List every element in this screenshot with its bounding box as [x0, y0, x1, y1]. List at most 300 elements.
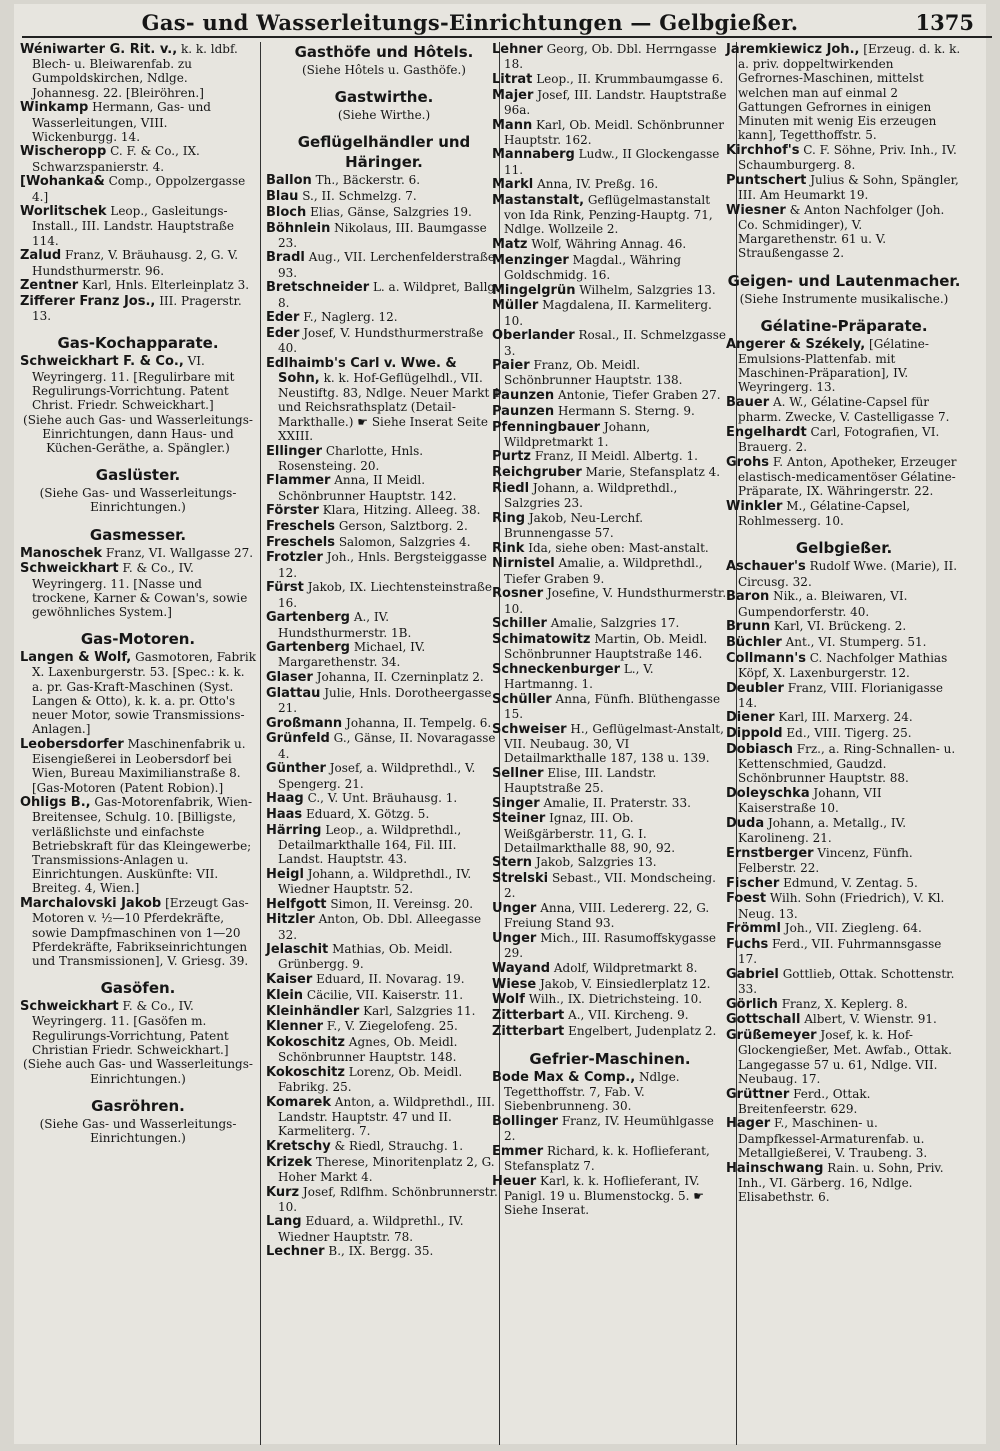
entry-name: Edlhaimb's Carl v. Wwe. & Sohn,	[266, 355, 457, 387]
directory-entry	[266, 761, 502, 790]
entry-name: Zitterbart	[492, 1008, 565, 1023]
directory-entry	[492, 796, 728, 811]
directory-entry	[726, 816, 962, 845]
section-heading: Gélatine-Präparate.	[760, 316, 928, 335]
directory-entry	[492, 1114, 728, 1143]
directory-entry	[492, 766, 728, 795]
entry-name: Hager	[726, 1116, 771, 1132]
directory-entry	[726, 559, 962, 588]
entry-details: A., VII. Kircheng. 9.	[568, 1008, 689, 1022]
column-4	[726, 42, 962, 1205]
entry-details: S., II. Schmelzg. 7.	[302, 189, 417, 204]
directory-entry	[266, 1155, 502, 1184]
entry-details: Rudolf Wwe. (Marie), II. Circusg. 32.	[738, 559, 958, 589]
entry-details: Josef, Rdlfhm. Schönbrunnerstr. 10.	[278, 1184, 498, 1214]
entry-name: Komarek	[266, 1094, 331, 1110]
entry-details: Anton, Ob. Dbl. Alleegasse 32.	[278, 912, 482, 942]
entry-details: Johann, Wildpretmarkt 1.	[504, 419, 651, 449]
entry-name: Pfenningbauer	[492, 419, 601, 435]
entry-name: Großmann	[266, 715, 343, 731]
directory-entry	[492, 632, 728, 661]
entry-details: Frz., a. Ring-Schnallen- u. Kettenschmied, Gaudzd. Schönbrunner Hauptstr. 88.	[738, 741, 956, 786]
entry-details: Simon, II. Vereinsg. 20.	[330, 896, 474, 911]
entry-details: VI. Weyringerg. 11. [Regulirbare mit Regulirungs-Vorrichtung. Patent Christ. Friedr. Schweickhart.]	[32, 354, 235, 412]
directory-entry	[492, 871, 728, 900]
directory-entry	[266, 503, 502, 518]
entry-name: Manoschek	[20, 545, 103, 561]
entry-name: Schweickhart	[20, 999, 119, 1015]
directory-entry	[492, 420, 728, 449]
directory-entry	[266, 912, 502, 941]
directory-entry	[492, 541, 728, 556]
entry-details: Julie, Hnls. Dorotheergasse 21.	[278, 685, 492, 716]
entry-name: Heuer	[492, 1173, 537, 1189]
entry-details: F., Naglerg. 12.	[303, 310, 398, 325]
entry-name: Grohs	[726, 454, 770, 470]
entry-details: Johann, a. Wildprethdl., Salzgries 23.	[504, 480, 678, 511]
page-number: 1375	[915, 10, 974, 35]
directory-entry	[266, 867, 502, 896]
entry-details: Hermann S. Sterng. 9.	[557, 403, 695, 418]
entry-name: Fuchs	[726, 936, 769, 952]
directory-entry	[20, 561, 256, 619]
entry-name: Bode Max & Comp.,	[492, 1069, 636, 1085]
entry-name: Mannaberg	[492, 147, 575, 163]
entry-name: Kleinhändler	[266, 1003, 360, 1019]
entry-name: Baron	[726, 589, 770, 605]
directory-entry	[726, 1028, 962, 1086]
directory-entry	[726, 651, 962, 680]
entry-details: Klara, Hitzing. Alleeg. 38.	[322, 503, 481, 518]
entry-name: Paunzen	[492, 388, 555, 404]
directory-entry	[726, 143, 962, 172]
entry-details: Leop., Gasleitungs-Install., III. Landstr. Hauptstraße 114.	[32, 204, 234, 248]
entry-name: Rink	[492, 540, 525, 556]
directory-entry	[20, 42, 256, 100]
entry-details: & Riedl, Strauchg. 1.	[334, 1138, 464, 1153]
directory-entry	[266, 1214, 502, 1243]
entry-details: Karl, k. k. Hoflieferant, IV. Panigl. 19 u. Blumenstockg. 5. ☛ Siehe Inserat.	[504, 1173, 704, 1218]
directory-entry	[266, 1095, 502, 1139]
cross-reference-note: (Siehe Instrumente musikalische.)	[739, 291, 949, 306]
entry-details: Richard, k. k. Hoflieferant, Stefansplatz 7.	[504, 1143, 710, 1174]
directory-entry	[20, 294, 256, 323]
entry-name: Grüttner	[726, 1086, 790, 1102]
entry-details: Ludw., II Glockengasse 11.	[504, 147, 720, 177]
entry-details: Geflügelmastanstalt von Ida Rink, Penzing-Hauptg. 71, Ndlge. Wollzeile 2.	[504, 193, 713, 237]
cross-reference-note: (Siehe Wirthe.)	[337, 108, 431, 123]
directory-entry	[492, 1070, 728, 1114]
section-heading: Gaslüster.	[95, 466, 181, 485]
entry-details: F. Anton, Apotheker, Erzeuger elastisch-medicamentöser Gélatine-Präparate, IX. Währingerstr. 22.	[738, 454, 957, 499]
entry-details: Rain. u. Sohn, Priv. Inh., VI. Gärberg. 16, Ndlge. Elisabethstr. 6.	[738, 1160, 944, 1204]
directory-entry	[492, 237, 728, 252]
entry-name: Görlich	[726, 996, 778, 1012]
directory-entry	[492, 147, 728, 176]
entry-name: Kirchhof's	[726, 142, 800, 158]
directory-entry	[266, 716, 502, 731]
entry-details: Jakob, IX. Liechtensteinstraße 16.	[278, 580, 493, 610]
directory-entry	[726, 203, 962, 261]
entry-name: Reichgruber	[492, 465, 582, 481]
entry-details: Joh., Hnls. Bergsteiggasse 12.	[278, 550, 487, 580]
directory-entry	[726, 937, 962, 966]
entry-name: Frömml	[726, 921, 781, 937]
entry-name: Gottschall	[726, 1012, 801, 1028]
directory-entry	[726, 173, 962, 202]
directory-entry	[492, 556, 728, 585]
entry-details: Amalie, a. Wildprethdl., Tiefer Graben 9.	[504, 556, 703, 586]
section-heading: Gelbgießer.	[795, 539, 893, 558]
entry-name: Wéniwarter G. Rit. v.,	[20, 42, 178, 57]
entry-details: Karl, III. Marxerg. 24.	[778, 710, 913, 725]
entry-details: Hermann, Gas- und Wasserleitungen, VIII. Wickenburgg. 14.	[32, 100, 211, 144]
directory-entry	[492, 1024, 728, 1039]
entry-details: A. W., Gélatine-Capsel für pharm. Zwecke, V. Castelligasse 7.	[738, 395, 950, 425]
entry-name: Schneckenburger	[492, 661, 620, 677]
directory-entry	[726, 786, 962, 815]
directory-entry	[726, 499, 962, 528]
entry-name: Lang	[266, 1214, 302, 1230]
cross-reference-note: (Siehe auch Gas- und Wasserleitungs-Einrichtungen, dann Haus- und Küchen-Geräthe, a. Spängler.)	[23, 412, 253, 456]
entry-name: Flammer	[266, 473, 331, 489]
section-heading: Gasmesser.	[89, 525, 187, 544]
directory-entry	[726, 846, 962, 875]
entry-details: III. Pragerstr. 13.	[32, 293, 242, 324]
directory-entry	[266, 173, 502, 188]
cross-reference-note: (Siehe Gas- und Wasserleitungs-Einrichtungen.)	[39, 1116, 237, 1146]
entry-name: Winkler	[726, 498, 783, 514]
entry-details: Karl, Salzgries 11.	[363, 1003, 476, 1018]
entry-name: Matz	[492, 237, 528, 253]
entry-name: Engelhardt	[726, 424, 807, 440]
entry-details: Wilhelm, Salzgries 13.	[579, 282, 716, 297]
entry-details: Leop., a. Wildprethdl., Detailmarkthalle 164, Fil. III. Landst. Hauptstr. 43.	[278, 822, 462, 867]
section-heading: Gefrier-Maschinen.	[529, 1049, 691, 1068]
entry-details: Julius & Sohn, Spängler, III. Am Heumarkt 19.	[738, 172, 959, 203]
directory-entry	[266, 640, 502, 669]
entry-name: Krizek	[266, 1154, 312, 1170]
entry-details: Charlotte, Hnls. Rosensteing. 20.	[278, 443, 424, 473]
entry-details: Karl, Hnls. Elterleinplatz 3.	[82, 278, 250, 293]
entry-name: [Wohanka&	[20, 174, 105, 190]
entry-details: Franz, VIII. Florianigasse 14.	[738, 680, 944, 710]
section-heading: Geflügelhändler und Häringer.	[297, 133, 471, 172]
directory-entry	[726, 337, 962, 395]
directory-entry	[492, 253, 728, 282]
directory-entry	[20, 204, 256, 248]
entry-details: Antonie, Tiefer Graben 27.	[557, 388, 721, 403]
entry-details: Josef, k. k. Hof-Glockengießer, Met. Awfab., Ottak. Langegasse 57 u. 61, Ndlge. VII. Neubaug. 17.	[738, 1028, 952, 1086]
directory-entry	[726, 455, 962, 499]
entry-name: Gartenberg	[266, 640, 350, 656]
directory-entry	[492, 586, 728, 615]
cross-reference-note: (Siehe Hôtels u. Gasthöfe.)	[302, 63, 466, 77]
directory-entry	[492, 449, 728, 464]
directory-entry	[492, 118, 728, 147]
entry-name: Haag	[266, 791, 304, 807]
entry-name: Stern	[492, 855, 533, 871]
entry-details: Cäcilie, VII. Kaiserstr. 11.	[306, 987, 464, 1002]
entry-name: Freschels	[266, 519, 335, 535]
entry-details: Franz, V. Bräuhausg. 2, G. V. Hundsthurmerstr. 96.	[32, 248, 239, 278]
entry-details: Franz, Ob. Meidl. Schönbrunner Hauptstr. 138.	[504, 358, 683, 388]
entry-details: G., Gänse, II. Novaragasse 4.	[278, 731, 496, 761]
directory-entry	[492, 662, 728, 691]
directory-entry	[266, 189, 502, 204]
entry-name: Jaremkiewicz Joh.,	[726, 42, 860, 57]
directory-entry	[266, 310, 502, 325]
directory-entry	[266, 444, 502, 473]
entry-name: Leobersdorfer	[20, 736, 124, 752]
directory-entry	[492, 1174, 728, 1218]
entry-name: Diener	[726, 710, 775, 726]
directory-entry	[20, 174, 256, 203]
entry-details: A., IV. Hundsthurmerstr. 1B.	[278, 610, 412, 640]
entry-name: Zitterbart	[492, 1023, 565, 1039]
entry-name: Klein	[266, 987, 304, 1003]
entry-details: F., Maschinen- u. Dampfkessel-Armaturenfab. u. Metallgießerei, V. Traubeng. 3.	[738, 1116, 928, 1160]
entry-name: Menzinger	[492, 252, 569, 268]
entry-details: Nikolaus, III. Baumgasse 23.	[278, 220, 487, 250]
entry-name: Litrat	[492, 71, 533, 87]
entry-name: Angerer & Székely,	[726, 336, 866, 352]
entry-name: Ernstberger	[726, 845, 814, 861]
entry-name: Bradl	[266, 250, 305, 266]
directory-entry	[266, 519, 502, 534]
directory-entry	[492, 855, 728, 870]
entry-details: Elias, Gänse, Salzgries 19.	[310, 204, 472, 219]
directory-entry	[266, 807, 502, 822]
directory-entry	[726, 876, 962, 891]
entry-details: C. F. & Co., IX. Schwarzspanierstr. 4.	[32, 144, 200, 174]
entry-details: Therese, Minoritenplatz 2, G. Hoher Markt 4.	[278, 1154, 495, 1184]
directory-entry	[20, 737, 256, 795]
entry-name: Ohligs B.,	[20, 795, 91, 811]
directory-entry	[266, 221, 502, 250]
entry-name: Heigl	[266, 866, 304, 882]
directory-entry	[20, 354, 256, 412]
directory-entry	[726, 1012, 962, 1027]
entry-name: Härring	[266, 822, 322, 838]
entry-details: Ignaz, III. Ob. Weißgärberstr. 11, G. I. Detailmarkthalle 88, 90, 92.	[504, 811, 676, 855]
directory-entry	[266, 610, 502, 639]
entry-details: Ed., VIII. Tigerg. 25.	[786, 726, 912, 741]
directory-entry	[726, 710, 962, 725]
entry-name: Paunzen	[492, 403, 555, 419]
entry-name: Fürst	[266, 580, 304, 596]
entry-name: Mingelgrün	[492, 282, 576, 298]
entry-details: Anna, VIII. Ledererg. 22, G. Freiung Stand 93.	[504, 901, 710, 931]
entry-details: Karl, VI. Brückeng. 2.	[773, 619, 907, 634]
entry-name: Grünfeld	[266, 731, 330, 747]
entry-name: Foest	[726, 891, 767, 907]
directory-entry	[266, 731, 502, 760]
entry-name: Singer	[492, 795, 540, 811]
directory-entry	[266, 1185, 502, 1214]
entry-name: Dippold	[726, 726, 783, 742]
entry-name: Kokoschitz	[266, 1064, 345, 1080]
directory-entry	[726, 681, 962, 710]
entry-details: Marie, Stefansplatz 4.	[585, 465, 721, 480]
entry-details: Josef, V. Hundsthurmerstraße 40.	[278, 325, 484, 356]
entry-details: Rosal., II. Schmelzgasse 3.	[504, 328, 726, 358]
directory-entry	[726, 921, 962, 936]
entry-name: Bretschneider	[266, 280, 370, 296]
entry-name: Aschauer's	[726, 559, 806, 575]
entry-details: L., V. Hartmanng. 1.	[504, 661, 654, 692]
entry-details: Gasmotoren, Fabrik X. Laxenburgerstr. 53. [Spec.: k. k. a. pr. Gas-Kraft-Maschinen (Syst. Langen & Otto), k. k. a. pr. Otto's neuer Motor, sowie Transmissions-Anlagen.]	[32, 650, 256, 737]
entry-details: F., V. Ziegelofeng. 25.	[326, 1019, 458, 1034]
entry-name: Bollinger	[492, 1114, 558, 1130]
directory-entry	[492, 298, 728, 327]
directory-entry	[726, 726, 962, 741]
entry-details: Johann, VII Kaiserstraße 10.	[738, 785, 882, 816]
entry-details: Wolf, Währing Annag. 46.	[531, 237, 687, 252]
directory-entry	[492, 1144, 728, 1173]
directory-entry	[266, 535, 502, 550]
directory-entry	[492, 193, 728, 237]
entry-name: Mann	[492, 117, 533, 133]
entry-details: Franz, IV. Heumühlgasse 2.	[504, 1114, 714, 1144]
entry-details: Eduard, a. Wildprethl., IV. Wiedner Hauptstr. 78.	[278, 1214, 464, 1244]
entry-details: F. & Co., IV. Weyringerg. 11. [Nasse und trockene, Karner & Cowan's, sowie gewöhnliches System.]	[32, 561, 248, 619]
entry-details: Jakob, Neu-Lerchf. Brunnengasse 57.	[504, 510, 644, 540]
directory-entry	[492, 931, 728, 960]
entry-details: Ndlge. Tegetthoffstr. 7, Fab. V. Siebenbrunneng. 30.	[504, 1069, 680, 1114]
entry-details: Franz, X. Keplerg. 8.	[781, 996, 908, 1011]
entry-name: Kaiser	[266, 972, 313, 988]
entry-name: Marchalovski Jakob	[20, 896, 162, 912]
entry-name: Zentner	[20, 278, 79, 294]
entry-name: Eder	[266, 310, 300, 326]
directory-entry	[266, 988, 502, 1003]
entry-name: Unger	[492, 901, 537, 917]
entry-name: Duda	[726, 815, 765, 831]
entry-name: Emmer	[492, 1143, 544, 1159]
directory-entry	[266, 1004, 502, 1019]
directory-entry	[492, 177, 728, 192]
entry-name: Büchler	[726, 634, 782, 650]
entry-details: Sebast., VII. Mondscheing. 2.	[504, 871, 716, 901]
entry-details: Ida, siehe oben: Mast-anstalt.	[528, 540, 709, 555]
entry-details: Maschinenfabrik u. Eisengießerei in Leobersdorf bei Wien, Bureau Maximilianstraße 8. [Gas-Motoren (Patent Robion).]	[32, 736, 246, 795]
entry-details: C. F. Söhne, Priv. Inh., IV. Schaumburgerg. 8.	[738, 142, 957, 173]
section-heading: Gas-Motoren.	[80, 630, 196, 649]
directory-entry	[266, 1139, 502, 1154]
entry-name: Schiller	[492, 616, 547, 632]
entry-name: Bauer	[726, 395, 770, 411]
entry-details: Gas-Motorenfabrik, Wien-Breitensee, Schulg. 10. [Billigste, verläßlichste und einfachste Betriebskraft für das Kleingewerbe; Transmissions-Anlagen u. Einrichtungen. Auskünfte: VII. Breiteg. 4, Wien.]	[32, 795, 253, 896]
entry-details: Agnes, Ob. Meidl. Schönbrunner Hauptstr. 148.	[278, 1034, 458, 1065]
entry-name: Schüller	[492, 691, 552, 707]
entry-details: Magdalena, II. Karmeliterg. 10.	[504, 298, 712, 328]
entry-name: Fischer	[726, 875, 780, 891]
entry-details: Josefine, V. Hundsthurmerstr. 10.	[504, 586, 727, 616]
entry-name: Unger	[492, 930, 537, 946]
entry-name: Schimatowitz	[492, 631, 591, 647]
column-divider	[260, 42, 261, 1445]
directory-entry	[726, 619, 962, 634]
directory-entry	[492, 465, 728, 480]
directory-entry	[266, 897, 502, 912]
entry-name: Haas	[266, 806, 303, 822]
entry-details: Franz, II Meidl. Albertg. 1.	[534, 449, 698, 464]
entry-details: Wilh. Sohn (Friedrich), V. Kl. Neug. 13.	[738, 891, 945, 921]
directory-entry	[492, 42, 728, 71]
directory-entry	[726, 742, 962, 786]
entry-details: Wilh., IX. Dietrichsteing. 10.	[528, 992, 703, 1007]
entry-name: Kretschy	[266, 1138, 331, 1154]
directory-entry	[492, 616, 728, 631]
entry-name: Grüßemeyer	[726, 1028, 817, 1044]
entry-details: Gerson, Salztborg. 2.	[338, 519, 468, 534]
header-rule	[22, 36, 992, 38]
entry-name: Dobiasch	[726, 741, 793, 757]
section-heading: Gastwirthe.	[334, 88, 434, 107]
directory-entry	[266, 280, 502, 309]
directory-entry	[266, 1035, 502, 1064]
entry-name: Majer	[492, 87, 534, 103]
directory-entry	[20, 795, 256, 895]
directory-entry	[492, 901, 728, 930]
directory-entry	[726, 589, 962, 618]
entry-details: Th., Bäckerstr. 6.	[315, 173, 421, 188]
directory-entry	[726, 1116, 962, 1160]
directory-entry	[726, 1087, 962, 1116]
directory-entry	[20, 278, 256, 293]
entry-name: Markl	[492, 177, 534, 193]
entry-name: Riedl	[492, 480, 530, 496]
entry-details: Ferd., VII. Fuhrmannsgasse 17.	[738, 936, 942, 967]
directory-entry	[726, 997, 962, 1012]
entry-details: Mich., III. Rasumoffskygasse 29.	[504, 930, 716, 961]
directory-entry	[266, 1244, 502, 1259]
directory-entry	[266, 473, 502, 502]
section-heading: Geigen- und Lautenmacher.	[727, 271, 961, 290]
directory-entry	[20, 144, 256, 173]
entry-details: Leop., II. Krummbaumgasse 6.	[536, 71, 724, 86]
entry-name: Freschels	[266, 534, 335, 550]
directory-entry	[492, 1008, 728, 1023]
directory-entry	[266, 356, 502, 443]
page-header	[32, 4, 978, 38]
entry-name: Steiner	[492, 811, 546, 827]
directory-entry	[492, 811, 728, 855]
entry-details: Ferd., Ottak. Breitenfeerstr. 629.	[738, 1086, 871, 1116]
directory-entry	[266, 791, 502, 806]
entry-details: Aug., VII. Lerchenfelderstraße 93.	[278, 250, 495, 280]
entry-details: Magdal., Währing Goldschmidg. 16.	[504, 252, 682, 283]
entry-name: Glaser	[266, 670, 313, 686]
entry-details: C. Nachfolger Mathias Köpf, X. Laxenburgerstr. 12.	[738, 650, 948, 680]
entry-details: L. a. Wildpret, Ballg. 8.	[278, 280, 499, 310]
entry-details: H., Geflügelmast-Anstalt, VII. Neubaug. 30, VI Detailmarkthalle 187, 138 u. 139.	[504, 721, 724, 766]
entry-name: Schweiser	[492, 721, 567, 737]
directory-entry	[492, 358, 728, 387]
directory-entry	[266, 1019, 502, 1034]
directory-entry	[266, 1065, 502, 1094]
entry-name: Hainschwang	[726, 1160, 824, 1176]
entry-details: Josef, III. Landstr. Hauptstraße 96a.	[504, 87, 727, 117]
entry-name: Blau	[266, 189, 299, 205]
directory-entry	[20, 650, 256, 736]
directory-entry	[492, 992, 728, 1007]
entry-details: & Anton Nachfolger (Joh. Co. Schmidinger), V. Margarethenstr. 61 u. V. Straußengasse 2.	[738, 202, 945, 261]
entry-name: Wiese	[492, 976, 537, 992]
entry-name: Ballon	[266, 173, 312, 189]
directory-entry	[726, 967, 962, 996]
